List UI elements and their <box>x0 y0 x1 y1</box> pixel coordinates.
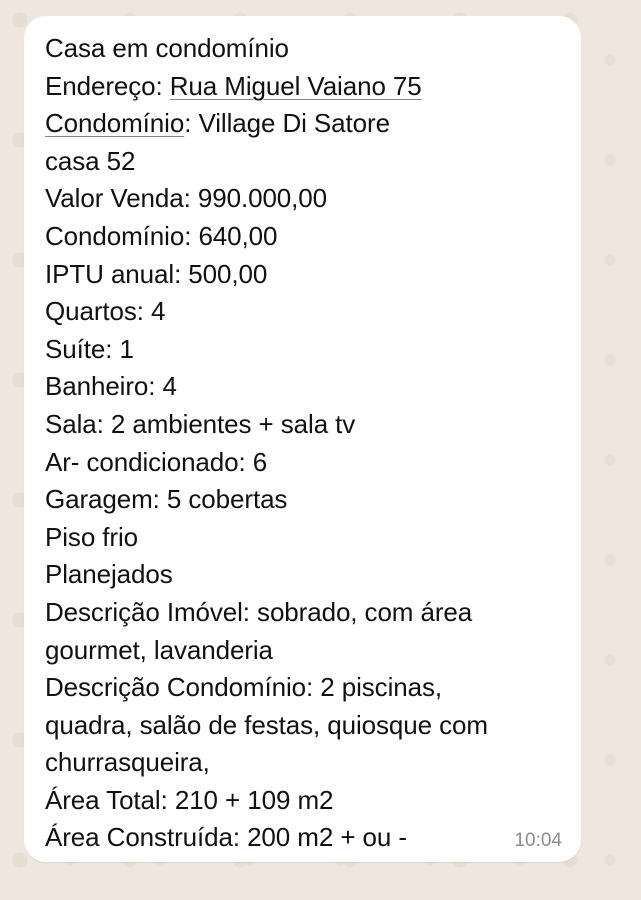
message-line: gourmet, lavanderia <box>45 634 273 665</box>
message-line: Área Construída: 200 m2 + ou - <box>45 822 407 853</box>
message-line: Ar- condicionado: 6 <box>45 446 268 477</box>
message-timestamp: 10:04 <box>514 830 562 851</box>
message-line: casa 52 <box>45 145 136 176</box>
message-line: Descrição Imóvel: sobrado, com área <box>45 596 473 627</box>
message-line: quadra, salão de festas, quiosque com <box>45 709 488 740</box>
address-label: Endereço: <box>45 70 170 101</box>
address-line <box>45 68 561 106</box>
address-link[interactable]: Rua Miguel Vaiano 75 <box>169 70 422 101</box>
condo-link[interactable]: Condomínio <box>45 108 185 139</box>
message-line: Valor Venda: 990.000,00 <box>45 183 328 214</box>
message-line: Sala: 2 ambientes + sala tv <box>45 408 356 439</box>
message-line: Suíte: 1 <box>45 333 134 364</box>
message-line: Condomínio: 640,00 <box>45 220 278 251</box>
message-line: Garagem: 5 cobertas <box>45 484 288 515</box>
message-line: Piso frio <box>45 521 139 552</box>
message-bubble[interactable] <box>24 16 581 862</box>
message-line: Banheiro: 4 <box>45 371 177 402</box>
message-line: churrasqueira, <box>45 747 210 778</box>
message-line: Área Total: 210 + 109 m2 <box>45 784 334 815</box>
message-line: Planejados <box>45 559 173 590</box>
condo-name-line <box>45 105 561 143</box>
message-line: IPTU anual: 500,00 <box>45 258 268 289</box>
message-text <box>45 30 561 857</box>
condo-name-value: : Village Di Satore <box>184 108 390 139</box>
message-line: Descrição Condomínio: 2 piscinas, <box>45 672 442 703</box>
message-line: Quartos: 4 <box>45 296 166 327</box>
message-title: Casa em condomínio <box>45 33 289 63</box>
